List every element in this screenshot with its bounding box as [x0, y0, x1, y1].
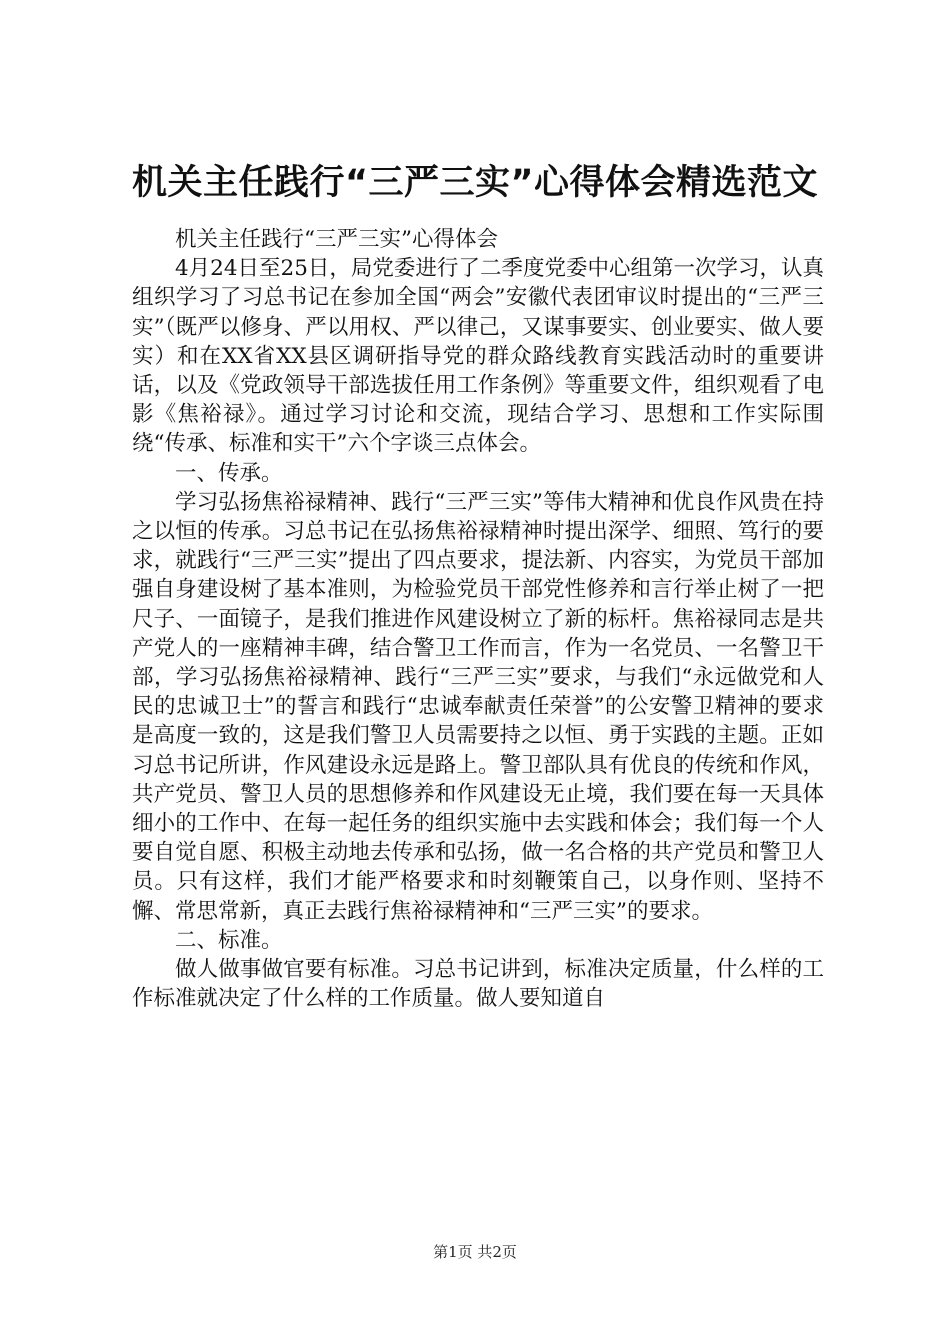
standard-paragraph: 做人做事做官要有标准。习总书记讲到，标准决定质量，什么样的工作标准就决定了什么样的工作质量。做人要知道自 [132, 957, 824, 1012]
section-heading-inheritance: 一、传承。 [175, 460, 283, 486]
page-footer: 第1页 共2页 [433, 1243, 517, 1261]
section-heading-standard: 二、标准。 [175, 927, 283, 953]
subtitle-paragraph: 机关主任践行“三严三实”心得体会 [175, 227, 498, 252]
document-title: 机关主任践行“三严三实”心得体会精选范文 [131, 163, 818, 203]
inheritance-paragraph: 学习弘扬焦裕禄精神、践行“三严三实”等伟大精神和优良作风贵在持之以恒的传承。习总书记在弘扬焦裕禄精神时提出深学、细照、笃行的要求，就践行“三严三实”提出了四点要求，提法新、内容实，为党员干部加强自身建设树了基本准则，为检验党员干部党性修养和言行举止树了一把尺子、一面镜子，是我们推进作风建设树立了新的标杆。焦裕禄同志是共产党人的一座精神丰碑，结合警卫工作而言，作为一名党员、一名警卫干部，学习弘扬焦裕禄精神、践行“三严三实”要求，与我们“永远做党和人民的忠诚卫士”的誓言和践行“忠诚奉献责任荣誉”的公安警卫精神的要求是高度一致的，这是我们警卫人员需要持之以恒、勇于实践的主题。正如习总书记所讲，作风建设永远是路上。警卫部队具有优良的传统和作风，共产党员、警卫人员的思想修养和作风建设无止境，我们要在每一天具体细小的工作中、在每一起任务的组织实施中去实践和体会；我们每一个人要自觉自愿、积极主动地去传承和弘扬，做一名合格的共产党员和警卫人员。只有这样，我们才能严格要求和时刻鞭策自己，以身作则、坚持不懈、常思常新，真正去践行焦裕禄精神和“三严三实”的要求。 [132, 489, 824, 924]
document-body [132, 225, 824, 1013]
intro-paragraph: 4月24日至25日，局党委进行了二季度党委中心组第一次学习，认真组织学习了习总书记在参加全国“两会”安徽代表团审议时提出的“三严三实”（既严以修身、严以用权、严以律己，又谋事要实、创业要实、做人要实）和在XX省XX县区调研指导党的群众路线教育实践活动时的重要讲话，以及《党政领导干部选拔任用工作条例》等重要文件，组织观看了电影《焦裕禄》。通过学习讨论和交流，现结合学习、思想和工作实际围绕“传承、标准和实干”六个字谈三点体会。 [132, 256, 824, 457]
